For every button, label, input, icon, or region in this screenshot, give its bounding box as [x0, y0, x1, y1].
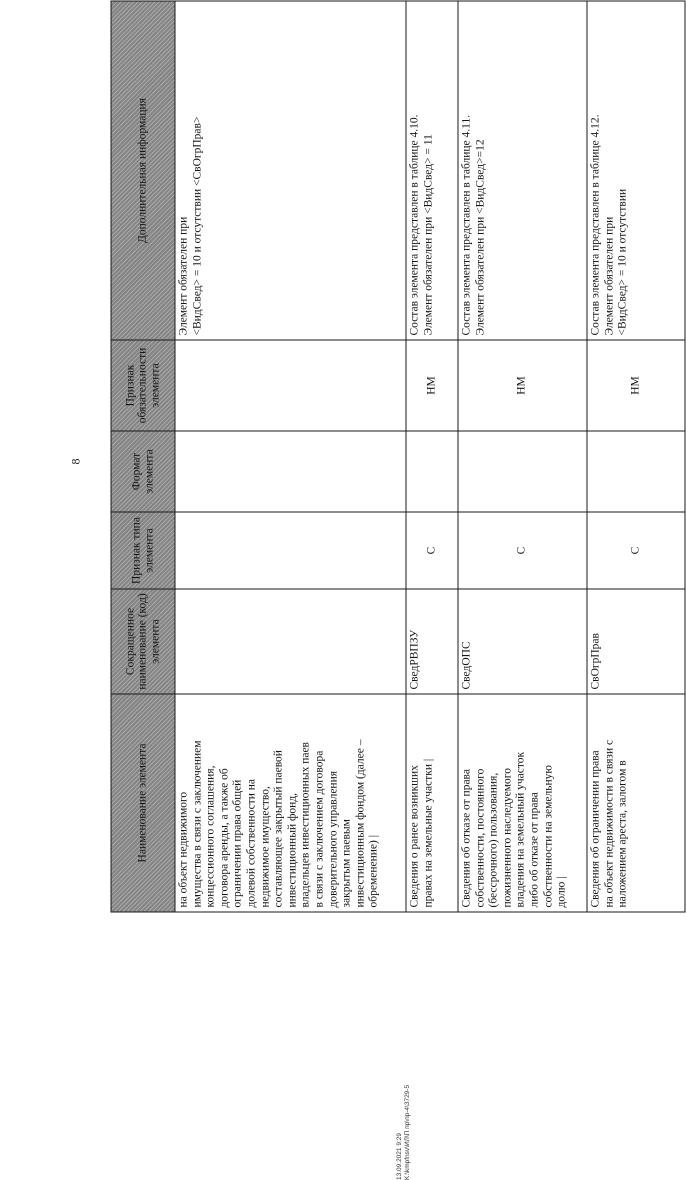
file-footer — [396, 420, 412, 1180]
cell-required — [175, 340, 406, 431]
header-element-type: Признак типа элемента — [111, 512, 175, 589]
cell-code — [175, 589, 406, 694]
table-row — [458, 1, 587, 912]
cell-required: НМ — [587, 340, 685, 431]
cell-format — [587, 431, 685, 512]
header-element-required: Признак обязательности элемента — [111, 340, 175, 431]
cell-required: НМ — [458, 340, 587, 431]
cell-format — [458, 431, 587, 512]
cell-format — [406, 431, 458, 512]
table-row — [406, 1, 458, 912]
cell-info: Состав элемента представлен в таблице 4.11. Элемент обязателен при <ВидСвед>=12 — [458, 1, 587, 340]
cell-info: Состав элемента представлен в таблице 4.12. Элемент обязателен при <ВидСвед> = 10 и отсутствии — [587, 1, 685, 340]
cell-format — [175, 431, 406, 512]
cell-name: Сведения об ограничении права на объект недвижимости в связи с наложением ареста, залогом в — [587, 694, 685, 912]
cell-name: Сведения о ранее возникших правах на земельные участки | — [406, 694, 458, 912]
header-additional-info: Дополнительная информация — [111, 1, 175, 340]
cell-code: СведРВПЗУ — [406, 589, 458, 694]
cell-name: на объект недвижимого имущества в связи с заключением концессионного соглашения, договора аренды, а также об ограничении права общей долевой собственности на недвижимое имущество, составляющее закрытый паевой инвестиционный фонд, владельцев инвестиционных паев в связи с заключением договора доверительного управления закрытым паевым инвестиционным фондом (далее – обременение) | — [175, 694, 406, 912]
header-element-format: Формат элемента — [111, 431, 175, 512]
cell-type: С — [458, 512, 587, 589]
page-number: 8 — [68, 458, 83, 465]
footer-path: K:\kmpfnsv\ИЛ\П пр\пр-4\3729-5 — [404, 1084, 411, 1180]
cell-info: Элемент обязателен при <ВидСвед> = 10 и отсутствии <СвОгрПрав> — [175, 1, 406, 340]
table-row — [587, 1, 685, 912]
cell-info: Состав элемента представлен в таблице 4.10. Элемент обязателен при <ВидСвед> = 11 — [406, 1, 458, 340]
elements-table-container — [111, 44, 642, 913]
header-element-name: Наименование элемента — [111, 694, 175, 912]
header-element-code: Сокращенное наименование (код) элемента — [111, 589, 175, 694]
table-header-row — [111, 1, 175, 912]
cell-required: НМ — [406, 340, 458, 431]
table-row — [175, 1, 406, 912]
cell-code: СведОПС — [458, 589, 587, 694]
cell-type: С — [406, 512, 458, 589]
cell-code: СвОгрПрав — [587, 589, 685, 694]
footer-date: 13.09.2021 9:29 — [396, 1133, 403, 1180]
cell-type: С — [587, 512, 685, 589]
cell-name: Сведения об отказе от права собственности, постоянного (бессрочного) пользования, пожизненного наследуемого владения на земельный участок либо об отказе от права собственности на земельную долю | — [458, 694, 587, 912]
cell-type — [175, 512, 406, 589]
